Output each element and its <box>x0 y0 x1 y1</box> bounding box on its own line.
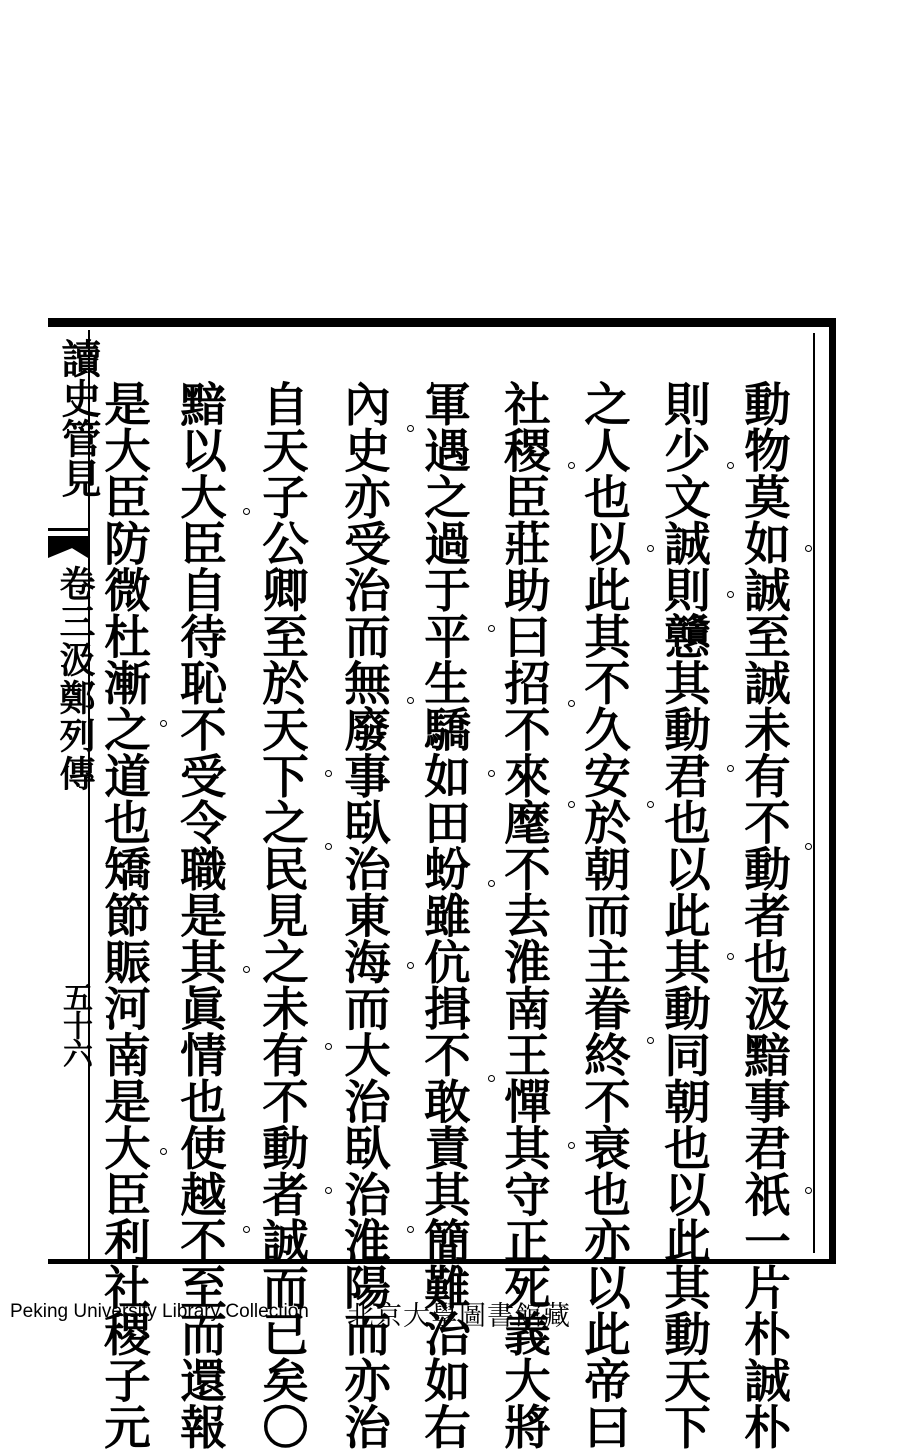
text-column-5: 軍遇之過于平生驕如田蚡雖伉揖不敢責其簡難治如右 <box>417 380 472 1450</box>
margin-book-title: 讀史管見 <box>55 338 102 498</box>
text-column-2: 則少文誠則戇其動君也以此其動同朝也以此其動天下 <box>657 380 712 1450</box>
punctuation-dot <box>325 1043 332 1050</box>
frame-inner-rule <box>813 333 815 1253</box>
punctuation-dot <box>488 1075 495 1082</box>
punctuation-dot <box>727 953 734 960</box>
punctuation-dot <box>568 801 575 808</box>
fishtail-rule <box>48 528 88 531</box>
punctuation-dot <box>727 765 734 772</box>
punctuation-dot <box>325 770 332 777</box>
punctuation-dot <box>243 1226 250 1233</box>
punctuation-dot <box>160 1148 167 1155</box>
punctuation-dot <box>407 697 414 704</box>
punctuation-dot <box>568 1142 575 1149</box>
punctuation-dot <box>488 770 495 777</box>
punctuation-dot <box>805 843 812 850</box>
punctuation-dot <box>647 545 654 552</box>
punctuation-dot <box>488 880 495 887</box>
text-column-7: 自天子公卿至於天下之民見之未有不動者誠而已矣〇 <box>255 380 310 1450</box>
punctuation-dot <box>325 1187 332 1194</box>
text-column-9: 是大臣防微杜漸之道也矯節賑河南是大臣利社稷子元 <box>97 380 152 1450</box>
punctuation-dot <box>727 462 734 469</box>
text-column-8: 黯以大臣自待恥不受令職是其眞情也使越不至而還報 <box>173 380 228 1450</box>
punctuation-dot <box>243 508 250 515</box>
punctuation-dot <box>407 425 414 432</box>
text-column-3: 之人也以此其不久安於朝而主眷終不衰也亦以此帝曰 <box>577 380 632 1450</box>
margin-chapter-title: 卷三汲鄭列傳 <box>54 565 96 793</box>
punctuation-dot <box>647 1037 654 1044</box>
text-column-1: 動物莫如誠至誠未有不動者也汲黯事君祇一片朴誠朴 <box>737 380 792 1450</box>
collection-credit-english: Peking University Library Collection <box>10 1301 309 1322</box>
collection-credit-chinese: 北京大學圖書館藏 <box>347 1301 571 1332</box>
punctuation-dot <box>407 962 414 969</box>
text-column-6: 內史亦受治而無廢事臥治東海而大治臥治淮陽而亦治 <box>337 380 392 1450</box>
punctuation-dot <box>243 966 250 973</box>
punctuation-dot <box>488 625 495 632</box>
punctuation-dot <box>325 843 332 850</box>
punctuation-dot <box>805 1187 812 1194</box>
punctuation-dot <box>805 545 812 552</box>
punctuation-dot <box>160 720 167 727</box>
punctuation-dot <box>568 462 575 469</box>
punctuation-dot <box>727 591 734 598</box>
punctuation-dot <box>647 801 654 808</box>
punctuation-dot <box>407 1226 414 1233</box>
punctuation-dot <box>568 700 575 707</box>
text-column-4: 社稷臣莊助曰招不來麾不去淮南王憚其守正死義大將 <box>497 380 552 1450</box>
margin-page-number: 五十六 <box>57 982 92 1066</box>
